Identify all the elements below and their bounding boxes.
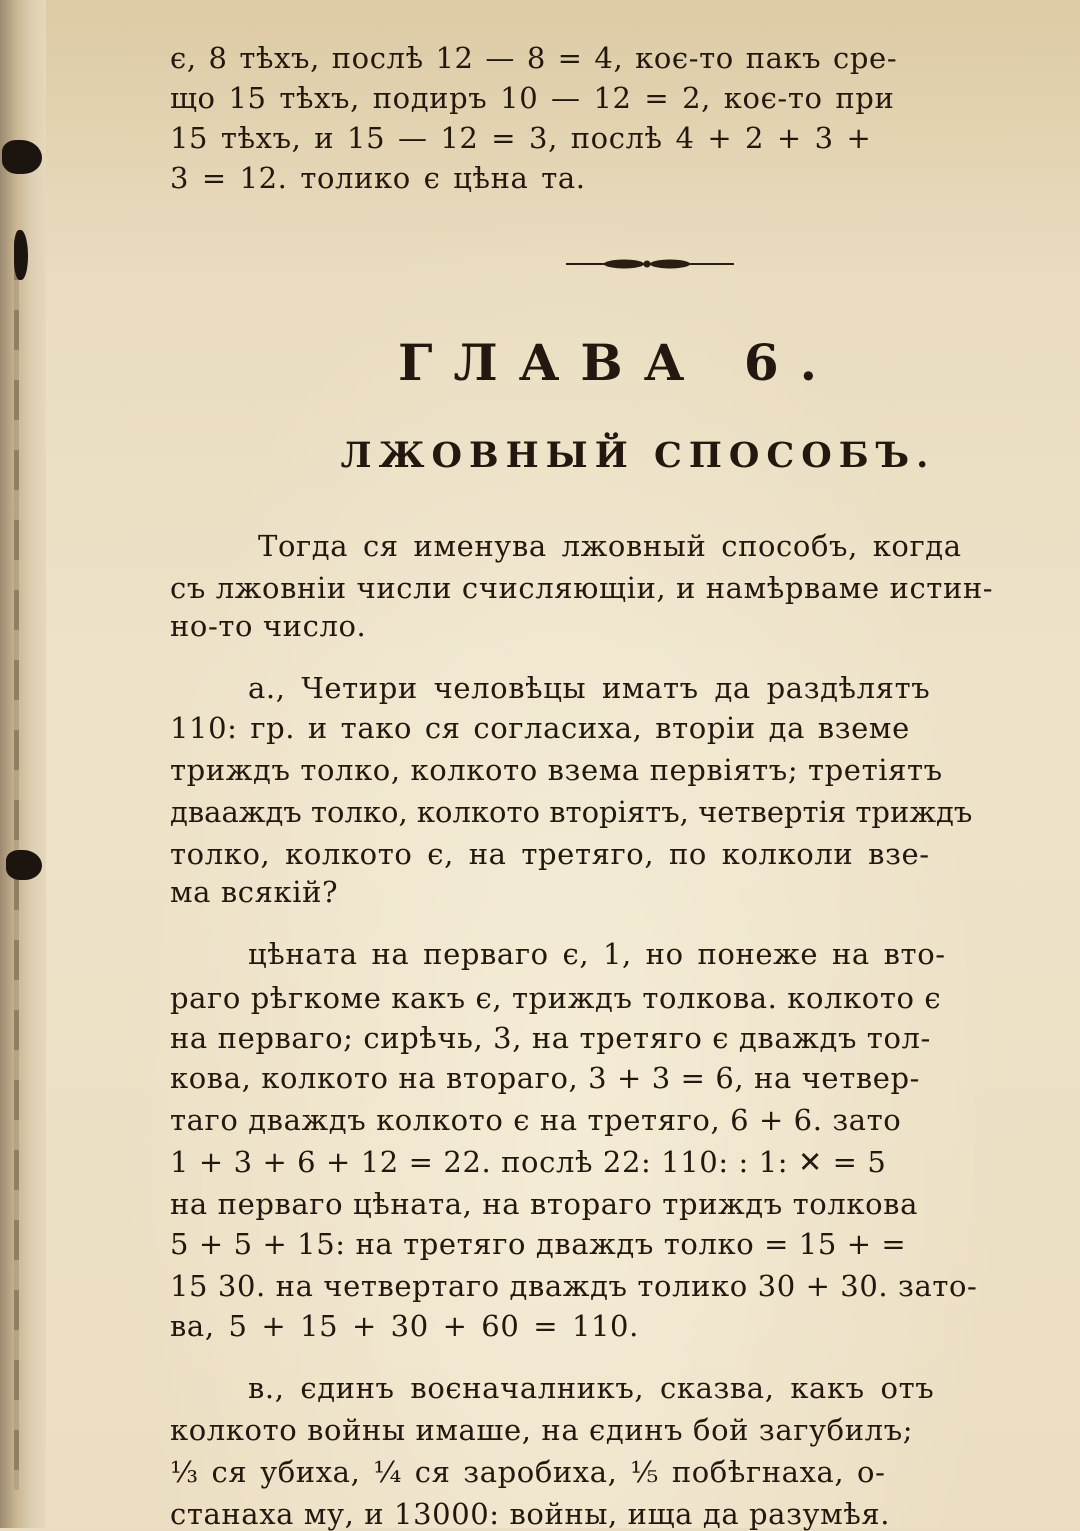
text-line: на перваго; сирѣчь, 3, на третяго є дваждъ тол- bbox=[170, 1021, 931, 1055]
ink-blot bbox=[2, 140, 42, 174]
text-line: 15 30. на четвертаго дваждъ толико 30 + 30. зато- bbox=[170, 1269, 978, 1303]
text-line: ма всякій? bbox=[170, 875, 339, 909]
text-line: що 15 тѣхъ, подиръ 10 — 12 = 2, коє-то при bbox=[170, 81, 895, 115]
text-line: колкото войны имаше, на єдинъ бой загубилъ; bbox=[170, 1413, 914, 1447]
ornament-divider-icon bbox=[566, 254, 734, 274]
text-line: толко, колкото є, на третяго, по колколи взе- bbox=[170, 837, 930, 871]
text-line: съ лжовніи числи счисляющіи, и намѣрваме истин- bbox=[170, 571, 994, 605]
text-line: ва, 5 + 15 + 30 + 60 = 110. bbox=[170, 1309, 639, 1343]
text-line: а., Четири человѣцы иматъ да раздѣлятъ bbox=[248, 671, 931, 705]
text-line: раго рѣгкоме какъ є, триждъ толкова. колкото є bbox=[170, 981, 942, 1015]
text-line: триждъ толко, колкото взема первіятъ; третіятъ bbox=[170, 753, 943, 787]
book-page bbox=[46, 0, 1080, 1531]
text-line: ⅓ ся убиха, ¼ ся заробиха, ⅕ побѣгнаха, о- bbox=[170, 1455, 886, 1489]
text-line: но-то число. bbox=[170, 609, 367, 643]
text-line: кова, колкото на втораго, 3 + 3 = 6, на четвер- bbox=[170, 1061, 921, 1095]
text-line: цѣната на перваго є, 1, но понеже на вто- bbox=[248, 937, 946, 971]
chapter-title: ГЛАВА 6. bbox=[397, 333, 839, 392]
text-line: двааждъ толко, колкото вторіятъ, четвертія триждъ bbox=[170, 795, 973, 829]
text-line: 15 тѣхъ, и 15 — 12 = 3, послѣ 4 + 2 + 3 + bbox=[170, 121, 872, 155]
ink-blot bbox=[6, 850, 42, 880]
text-line: таго дваждъ колкото є на третяго, 6 + 6. зато bbox=[170, 1103, 902, 1137]
text-line: 3 = 12. толико є цѣна та. bbox=[170, 161, 586, 195]
text-line: 1 + 3 + 6 + 12 = 22. послѣ 22: 110: : 1: ✕ = 5 bbox=[170, 1145, 887, 1179]
ink-blot bbox=[14, 230, 28, 280]
text-line: 5 + 5 + 15: на третяго дваждъ толко = 15 + = bbox=[170, 1227, 907, 1261]
text-line: в., єдинъ воєначалникъ, сказва, какъ отъ bbox=[248, 1371, 935, 1405]
text-line: 110: гр. и тако ся согласиха, вторіи да вземе bbox=[170, 711, 910, 745]
text-line: на перваго цѣната, на втораго триждъ толкова bbox=[170, 1187, 918, 1221]
text-line: є, 8 тѣхъ, послѣ 12 — 8 = 4, коє-то пакъ сре- bbox=[170, 41, 898, 75]
text-line: Тогда ся именува лжовный способъ, когда bbox=[258, 529, 962, 563]
chapter-subtitle: ЛЖОВНЫЙ СПОСОБЪ. bbox=[340, 435, 936, 476]
text-line: станаха му, и 13000: войны, ища да разумѣя. bbox=[170, 1497, 891, 1531]
book-spine bbox=[0, 0, 46, 1528]
